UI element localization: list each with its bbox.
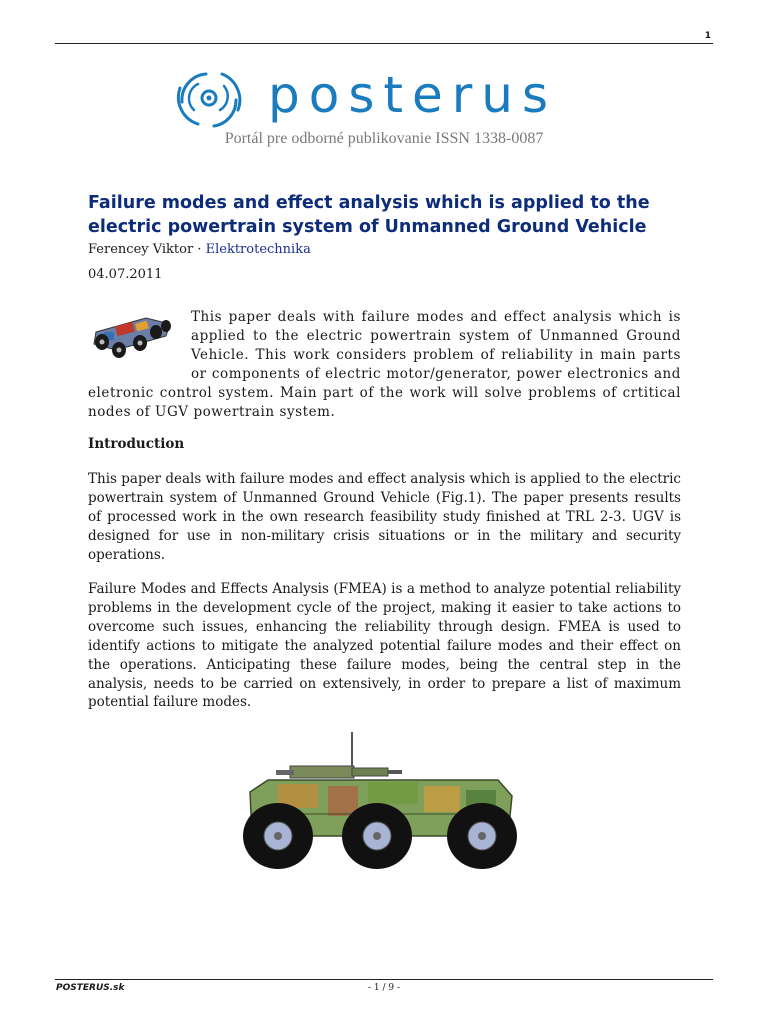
byline-separator: ·	[193, 242, 206, 257]
footer-divider	[55, 979, 713, 980]
publish-date: 04.07.2011	[88, 267, 163, 282]
intro-paragraph-1: This paper deals with failure modes and effect analysis which is applied to the electric powertrain system of Unmanned Ground Vehicle (Fig.1). The paper presents results of processed work in the own research feasibility study finished at TRL 2-3. UGV is designed for use in non-military crisis situations or in the military and security operations.	[88, 471, 681, 563]
ugv-vehicle-figure	[238, 732, 528, 890]
logo-wordmark: posterus	[268, 66, 558, 124]
site-tagline: Portál pre odborné publikovanie ISSN 1338-0087	[224, 130, 544, 147]
thumbnail-spacer	[88, 308, 191, 382]
posterus-logo[interactable]	[176, 66, 596, 130]
author-name: Ferencey Viktor	[88, 242, 194, 257]
article-byline	[88, 242, 311, 257]
article-title: Failure modes and effect analysis which is applied to the electric powertrain system of Unmanned Ground Vehicle	[88, 193, 650, 237]
article-abstract	[88, 308, 681, 421]
header-divider	[55, 43, 713, 44]
swirl-logo-icon	[178, 74, 239, 126]
category-link[interactable]: Elektrotechnika	[205, 242, 311, 257]
section-heading-introduction: Introduction	[88, 436, 185, 452]
footer-page-indicator: - 1 / 9 -	[367, 983, 400, 993]
intro-paragraph-2: Failure Modes and Effects Analysis (FMEA) is a method to analyze potential reliability problems in the development cycle of the project, making it easier to take actions to overcome such issues, enhancing the reliability through design. FMEA is used to identify actions to mitigate the analyzed potential failure modes and their effect on the operations. Anticipating these failure modes, being the central step in the analysis, needs to be carried on extensively, in order to prepare a list of maximum potential failure modes.	[88, 581, 681, 711]
page-number: 1	[704, 31, 711, 41]
abstract-text: This paper deals with failure modes and effect analysis which is applied to the electric powertrain system of Unmanned Ground Vehicle. This work considers problem of reliability in main parts or components of electric motor/generator, power electronics and eletronic control system. Main part of the work will solve problems of crtitical nodes of UGV powertrain system.	[88, 309, 681, 420]
footer-site-name: POSTERUS.sk	[56, 983, 125, 993]
